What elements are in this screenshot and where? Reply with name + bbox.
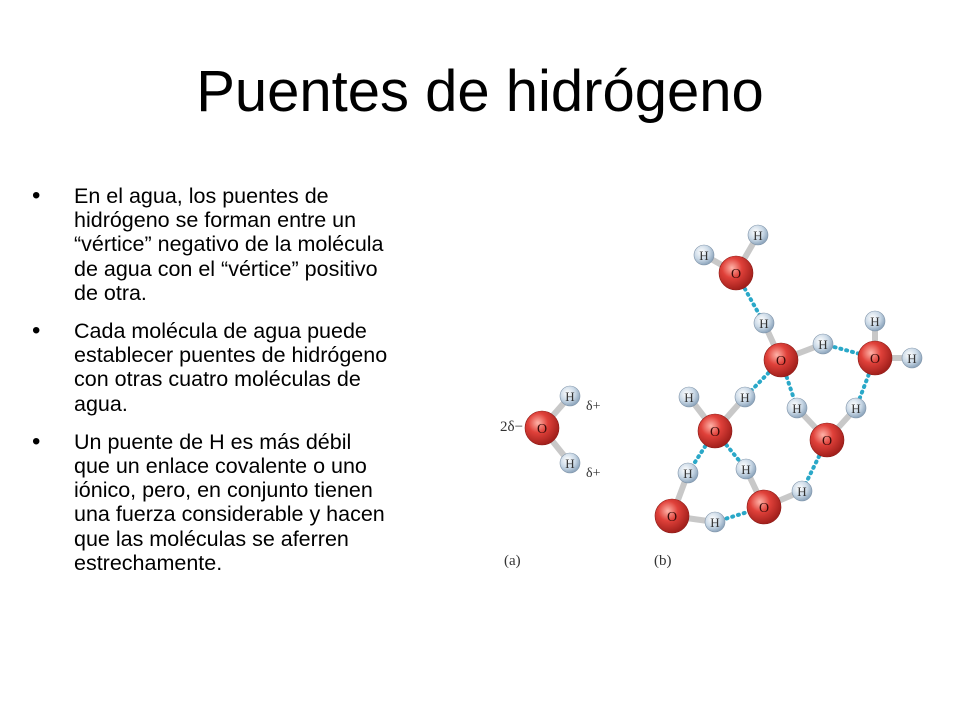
bullet-icon: • <box>32 182 41 209</box>
hydrogen-symbol: H <box>792 401 802 416</box>
hydrogen-symbol: H <box>851 401 861 416</box>
bullet-item <box>32 427 492 575</box>
hydrogen-symbol: H <box>683 466 693 481</box>
charge-positive-label: δ+ <box>586 466 601 481</box>
hydrogen-symbol: H <box>565 389 575 404</box>
hydrogen-symbol: H <box>699 248 709 263</box>
hydrogen-symbol: H <box>565 456 575 471</box>
oxygen-symbol: O <box>869 352 881 367</box>
hydrogen-symbol: H <box>684 390 694 405</box>
oxygen-symbol: O <box>758 501 770 516</box>
bullet-icon: • <box>32 427 41 455</box>
panel-a-label: (a) <box>504 553 521 569</box>
bullet-icon: • <box>32 317 41 345</box>
charge-negative-label: 2δ− <box>500 419 524 435</box>
bullet-text: En el agua, los puentes de hidrógeno se forman entre un “vértice” negativo de la molécula de agua con el “vértice” positivo de otra. <box>74 184 384 305</box>
hydrogen-symbol: H <box>907 351 917 366</box>
water-molecules-figure <box>493 213 958 578</box>
bullet-text: Cada molécula de agua puede establecer puentes de hidrógeno con otras cuatro moléculas de agua. <box>74 319 388 416</box>
oxygen-symbol: O <box>666 510 678 525</box>
hydrogen-symbol: H <box>740 390 750 405</box>
charge-positive-label: δ+ <box>586 399 601 414</box>
slide-title: Puentes de hidrógeno <box>196 59 764 124</box>
bullet-text: Un puente de H es más débil que un enlace covalente o uno iónico, pero, en conjunto tienen una fuerza considerable y hacen que las moléculas se aferren estrechamente. <box>74 429 385 575</box>
hydrogen-symbol: H <box>759 316 769 331</box>
bullet-list <box>32 184 492 589</box>
hydrogen-symbol: H <box>741 462 751 477</box>
hydrogen-symbol: H <box>870 314 880 329</box>
panel-b-label: (b) <box>654 553 672 569</box>
oxygen-symbol: O <box>709 425 721 440</box>
hydrogen-symbol: H <box>797 484 807 499</box>
bullet-item <box>32 319 492 416</box>
oxygen-symbol: O <box>536 422 548 437</box>
hydrogen-symbol: H <box>753 228 763 243</box>
oxygen-symbol: O <box>775 354 787 369</box>
oxygen-symbol: O <box>730 267 742 282</box>
hydrogen-symbol: H <box>818 337 828 352</box>
water-molecules-diagram <box>493 213 958 578</box>
hydrogen-symbol: H <box>710 515 720 530</box>
oxygen-symbol: O <box>821 434 833 449</box>
bullet-item <box>32 184 492 305</box>
